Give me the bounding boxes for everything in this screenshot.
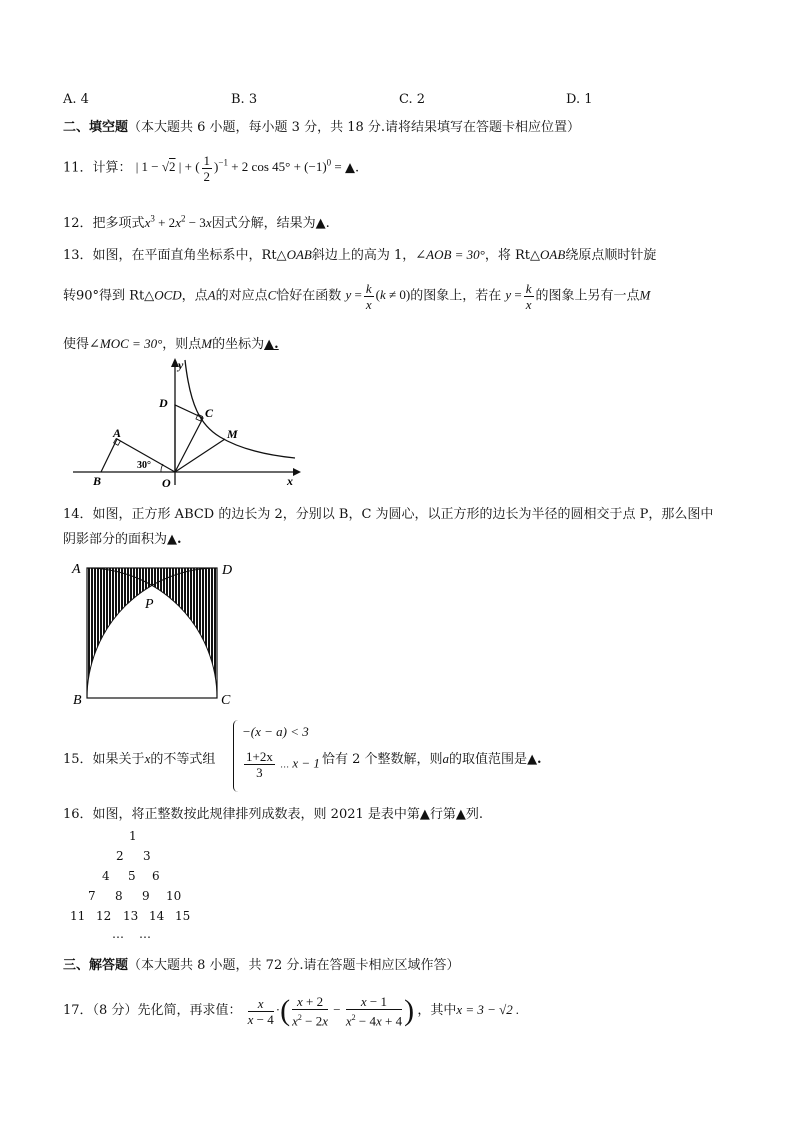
q15-text-c: 恰有 2 个整数解，则 bbox=[322, 752, 443, 767]
q13-l1c: 斜边上的高为 1， bbox=[311, 248, 416, 263]
q13-l3b: ∠MOC = 30° bbox=[89, 336, 163, 351]
q13-l1g: 绕原点顺时针旋 bbox=[565, 248, 657, 263]
segment-om bbox=[175, 439, 225, 472]
figure-14 bbox=[70, 558, 240, 708]
q16-text-c: 列. bbox=[465, 807, 484, 822]
q11-blank: ▲ bbox=[345, 160, 355, 176]
q13-l3e: 的坐标为 bbox=[212, 337, 265, 352]
question-14-line2 bbox=[63, 528, 182, 547]
cell: 14 bbox=[149, 909, 165, 923]
option-a: A. 4 bbox=[63, 92, 89, 107]
q17-expression: $\frac{x}{x - 4}$ ·( $\frac{x + 2}{x^2 - 2x}$ − $\frac{x - 1}{x^2 - 4x + 4}$ ) bbox=[247, 994, 415, 1029]
q16-number: 16． bbox=[63, 807, 93, 822]
label-d: D bbox=[159, 396, 168, 410]
q17-value: x = 3 − √2 . bbox=[456, 1002, 520, 1018]
label-x: x bbox=[287, 474, 293, 488]
cell: 10 bbox=[166, 889, 182, 903]
q11-number: 11． bbox=[63, 160, 93, 176]
cell: 9 bbox=[142, 889, 150, 903]
q12-blank: ▲ bbox=[315, 216, 326, 231]
cell: 11 bbox=[70, 909, 86, 923]
q17-score: （8 分） bbox=[92, 1003, 138, 1019]
cell: … bbox=[112, 927, 124, 941]
q13-l3a: 使得 bbox=[63, 337, 90, 352]
label-a: A bbox=[72, 562, 81, 577]
q13-l2f: C bbox=[267, 287, 277, 303]
question-16 bbox=[63, 803, 483, 822]
q15-blank: ▲. bbox=[527, 752, 542, 767]
q15-text-d: 的取值范围是 bbox=[449, 752, 528, 767]
q15-frac-num: 1+2x bbox=[246, 749, 273, 764]
question-15-text-a bbox=[63, 748, 215, 767]
cell: 15 bbox=[175, 909, 191, 923]
section2-header bbox=[63, 116, 580, 135]
question-14-line1 bbox=[63, 503, 713, 522]
hyperbola-curve bbox=[185, 360, 295, 458]
label-c: C bbox=[205, 406, 214, 420]
q12-number: 12． bbox=[63, 216, 93, 231]
question-11: 11．计算： | 1 − √2 | + ( $\frac{1}{2}$ )$^{-1}$ + 2 $\cos 45^\circ + (-1)^0$ = ▲. bbox=[63, 153, 360, 184]
q12-text-b: 因式分解，结果为 bbox=[211, 216, 316, 231]
question-17 bbox=[63, 994, 519, 1028]
section3-desc: （本大题共 8 小题，共 72 分.请在答题卡相应区域作答） bbox=[128, 958, 460, 973]
q15-frac-den: 3 bbox=[256, 765, 263, 780]
label-o: O bbox=[162, 476, 171, 490]
q13-l1d: ∠AOB = 30° bbox=[415, 247, 485, 262]
q13-l2j: M bbox=[639, 287, 651, 303]
q13-l2b: OCD bbox=[154, 287, 182, 303]
q13-l1a: 如图，在平面直角坐标系中，Rt△ bbox=[92, 248, 287, 263]
angle-arc bbox=[161, 464, 163, 472]
cell: 3 bbox=[143, 849, 151, 863]
cell: … bbox=[139, 927, 151, 941]
label-angle: 30° bbox=[137, 460, 151, 471]
question-13-line2 bbox=[63, 281, 650, 312]
label-y: y bbox=[178, 358, 184, 372]
q15-var-x: x bbox=[144, 751, 151, 766]
q15-text-b: 的不等式组 bbox=[150, 752, 216, 767]
q13-l2i: 的图象上另有一点 bbox=[535, 288, 640, 304]
question-15-text-b bbox=[322, 748, 542, 767]
question-13-line3 bbox=[63, 333, 279, 352]
cell: 7 bbox=[88, 889, 96, 903]
label-a: A bbox=[113, 426, 122, 440]
question-12: 12．把多项式$x^3 + 2x^2 - 3x$因式分解，结果为▲. bbox=[63, 213, 330, 231]
q13-l3c: ，则点 bbox=[162, 337, 202, 352]
q15-inequality-2: $\frac{1+2x}{3}$ … x − 1 bbox=[246, 749, 320, 780]
section3-title: 三、解答题 bbox=[63, 958, 129, 973]
q14-line1: 如图，正方形 ABCD 的边长为 2，分别以 B，C 为圆心，以正方形的边长为半径的圆相交于点 P，那么图中 bbox=[92, 507, 714, 522]
q15-number: 15． bbox=[63, 752, 93, 767]
cell: 1 bbox=[129, 829, 137, 843]
x-axis-arrow bbox=[293, 468, 301, 476]
q16-text-b: 行第 bbox=[429, 807, 456, 822]
label-m: M bbox=[227, 427, 238, 441]
figure-13 bbox=[65, 355, 305, 490]
cell: 6 bbox=[152, 869, 160, 883]
question-13-line1 bbox=[63, 244, 656, 263]
q13-blank: ▲. bbox=[264, 337, 279, 352]
label-b: B bbox=[73, 693, 82, 708]
q15-inequality-1: −(x − a) < 3 bbox=[242, 724, 309, 739]
cell: 2 bbox=[116, 849, 124, 863]
label-c: C bbox=[221, 693, 231, 708]
q13-l3d: M bbox=[201, 336, 213, 351]
q13-l2g: 恰好在函数 bbox=[276, 288, 342, 304]
q15-text-a: 如果关于 bbox=[92, 752, 145, 767]
q13-l2h: 的图象上，若在 bbox=[410, 288, 502, 304]
cell: 12 bbox=[96, 909, 112, 923]
q12-text-a: 把多项式 bbox=[92, 216, 145, 231]
section2-desc: （本大题共 6 小题，每小题 3 分，共 18 分.请将结果填写在答题卡相应位置） bbox=[128, 120, 581, 135]
q14-line2: 阴影部分的面积为 bbox=[63, 532, 168, 547]
q14-number: 14． bbox=[63, 507, 93, 522]
q17-text: 先化简，再求值： bbox=[137, 1003, 242, 1019]
q13-number: 13． bbox=[63, 248, 93, 263]
q13-l2a: 转90°得到 Rt△ bbox=[63, 288, 155, 304]
cell: 4 bbox=[102, 869, 110, 883]
q17-number: 17． bbox=[63, 1003, 93, 1019]
q15-var-a: a bbox=[442, 751, 450, 766]
q17-where: ，其中 bbox=[417, 1003, 457, 1019]
q11-prefix: 计算： bbox=[92, 160, 132, 176]
q13-l2c: ，点 bbox=[181, 288, 208, 304]
option-d: D. 1 bbox=[566, 92, 593, 107]
label-b: B bbox=[93, 474, 102, 488]
section2-title: 二、填空题 bbox=[63, 120, 129, 135]
q13-l1b: OAB bbox=[286, 247, 312, 262]
q15-ineq2-rest: x − 1 bbox=[292, 755, 320, 771]
q13-l1f: OAB bbox=[540, 247, 566, 262]
q12-polynomial: $x^3 + 2x^2 - 3x$ bbox=[144, 213, 212, 230]
q16-text: 如图，将正整数按此规律排列成数表，则 2021 是表中第 bbox=[92, 807, 420, 822]
cell: 13 bbox=[123, 909, 139, 923]
q13-function-1: y = $\frac{k}{x}$ (k ≠ 0) bbox=[345, 281, 411, 312]
q15-brace bbox=[233, 720, 238, 792]
label-d: D bbox=[222, 563, 233, 578]
cell: 8 bbox=[115, 889, 123, 903]
cell: 5 bbox=[128, 869, 136, 883]
q13-l1e: ，将 Rt△ bbox=[484, 248, 541, 263]
q11-expression: | 1 − √2 | + ( $\frac{1}{2}$ )$^{-1}$ + 2 $\cos 45^\circ + (-1)^0$ = bbox=[135, 153, 345, 184]
q13-l2e: 的对应点 bbox=[215, 288, 268, 304]
label-p: P bbox=[145, 597, 154, 612]
q14-blank: ▲. bbox=[167, 532, 182, 547]
q13-l2d: A bbox=[207, 287, 216, 303]
option-c: C. 2 bbox=[399, 92, 426, 107]
q16-blank1: ▲ bbox=[419, 807, 430, 822]
q16-blank2: ▲ bbox=[455, 807, 466, 822]
section3-header bbox=[63, 954, 460, 973]
option-b: B. 3 bbox=[231, 92, 258, 107]
q13-function-2: y = $\frac{k}{x}$ bbox=[505, 281, 532, 312]
